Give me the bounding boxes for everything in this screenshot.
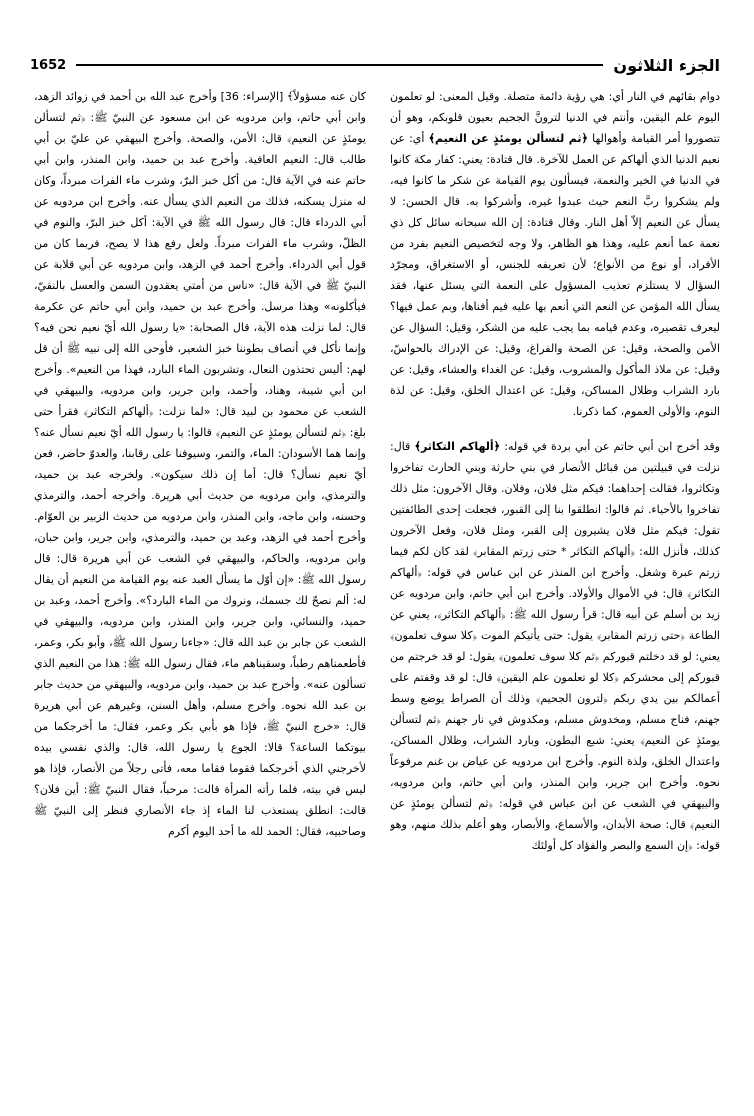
text-run: قال: نزلت في قبيلتين من قبائل الأنصار في بني حارثة وبني الحارث تفاخروا وتكاثروا، فقالت إحداهما: فيكم مثل فلان، وفلان. وقال الآخرون: مثل ذلك تفاخروا بالأحياء. ثم قالوا: انطلقوا بنا إلى القبور، فجعلت إحدى الطائفتين تقول: فيكم مثل فلان يشيرون إلى القبر، ومثل فلان، وفعل الآخرون كذلك، فأنزل الله: ﴿ألهاكم التكاثر * حتى زرتم المقابر﴾ لقد كان لكم فيما زرتم عبرة وشغل. وأخرج ابن المنذر عن ابن عباس في قوله: ﴿ألهاكم التكاثر﴾ قال: في الأموال والأولاد. وأخرج ابن أبي حاتم، وابن مردويه عن زيد بن أسلم عن أبيه قال: قرأ رسول الله ﷺ: ﴿ألهاكم التكاثر﴾، يعني عن الطاعة ﴿حتى زرتم المقابر﴾ يقول: حتى يأتيكم الموت ﴿كلا سوف تعلمون﴾ يعني: لو قد دخلتم قبوركم ﴿ثم كلا سوف تعلمون﴾ يقول: لو قد خرجتم من قبوركم إلى محشركم ﴿كلا لو تعلمون علم اليقين﴾ قال: لو قد وقفتم على أعمالكم بين يدي ربكم ﴿لترون الجحيم﴾ وذلك أن الصراط يوضع وسط جهنم، فناج مسلم، ومخدوش مسلم، ومكدوش في نار جهنم ﴿ثم لتسألن يومئذٍ عن النعيم﴾ يعني: شبع البطون، وبارد الشراب، وظلال المساكن، واعتدال الخلق، ولذة النوم. وأخرج ابن مردويه عن عياض بن غنم مرفوعاً نحوه. وأخرج ابن جرير، وابن المنذر، وابن أبي حاتم، وابن مردويه، والبيهقي في الشعب عن ابن عباس في قوله: ﴿ثم لتسألن يومئذٍ عن النعيم﴾ قال: صحة الأبدان، والأسماع، والأبصار، وهو أعلم بذلك منهم، وهو قوله: ﴿إن السمع والبصر والفؤاد كل أولئك — [390, 440, 720, 852]
paragraph — [390, 436, 720, 856]
part-title: الجزء الثلاثون — [613, 55, 720, 75]
header-rule — [76, 64, 603, 66]
quran-verse: ﴿ألهاكم التكاثر﴾ — [414, 440, 501, 453]
page-number: 1652 — [30, 57, 67, 73]
paragraph — [390, 86, 720, 422]
left-column — [34, 86, 366, 1096]
paragraph: كان عنه مسؤولاً﴾ [الإسراء: 36] وأخرج عبد الله بن أحمد في زوائد الزهد، وابن أبي حاتم، وابن مردويه عن ابن مسعود عن النبيّ ﷺ: ﴿ثم لتسألن يومئذٍ عن النعيم﴾ قال: الأمن، والصحة. وأخرج البيهقي عن عليّ بن أبي طالب قال: النعيم العافية. وأخرج عبد بن حميد، وابن المنذر، وابن أبي حاتم عنه في الآية قال: من أكل خبز البرّ، وشرب ماء الفرات مبرداً، وكان له منزل يسكنه، فذلك من النعيم الذي يسأل عنه. وأخرج ابن مردويه عن أبي الدرداء قال: قال رسول الله ﷺ في الآية: أكل خبز البرّ، والنوم في الظلّ، وشرب ماء الفرات مبرداً. ولعل رفع هذا لا يصح، فربما كان من قول أبي الدرداء. وأخرج أحمد في الزهد، وابن مردويه عن أبي قلابة عن النبيّ ﷺ في الآية قال: «ناس من أمتي يعقدون السمن والعسل بالنقيّ، فيأكلونه» وهذا مرسل. وأخرج عبد بن حميد، وابن أبي حاتم عن عكرمة قال: لما نزلت هذه الآية، قال الصحابة: «يا رسول الله أيّ نعيم نحن فيه؟ وإنما نأكل في أنصاف بطوننا خبز الشعير، فأوحى الله إلى نبيه ﷺ أن قل لهم: أليس تحتذون النعال، وتشربون الماء البارد، فهذا من النعيم». وأخرج ابن أبي شيبة، وهناد، وأحمد، وابن جرير، وابن مردويه، والبيهقي في الشعب عن محمود بن لبيد قال: «لما نزلت: ﴿ألهاكم التكاثر﴾ فقرأ حتى بلغ: ﴿ثم لتسألن يومئذٍ عن النعيم﴾ قالوا: يا رسول الله أيّ نعيم نسأل عنه؟ وإنما هما الأسودان: الماء، والتمر، وسيوفنا على رقابنا، والعدوّ حاضر، فعن أيّ نعيم نسأل؟ قال: أما إن ذلك سيكون». ولخرجه عبد بن حميد، والترمذي، وابن مردويه من حديث أبي هريرة. وأخرجه أحمد، والترمذي وحسنه، وابن ماجه، وابن المنذر، وابن مردويه من حديث الزبير بن العوّام. وأخرج أحمد في الزهد، وعبد بن حميد، والترمذي، وابن جرير، وابن حبان، وابن مردويه، والحاكم، والبيهقي في الشعب عن أبي هريرة قال: قال رسول الله ﷺ: «إن أوّل ما يسأل العبد عنه يوم القيامة من النعيم أن يقال له: ألم نصحّ لك جسمك، ونروك من الماء البارد؟». وأخرج أحمد، وعبد بن حميد، والنسائي، وابن جرير، وابن المنذر، وابن مردويه، والبيهقي في الشعب عن جابر بن عبد الله قال: «جاءنا رسول الله ﷺ، وأبو بكر، وعمر، فأطعمناهم رطباً، وسقيناهم ماء، فقال رسول الله ﷺ: هذا من النعيم الذي تسألون عنه». وأخرج عبد بن حميد، وابن مردويه، والبيهقي من حديث جابر بن عبد الله نحوه. وأخرج مسلم، وأهل السنن، وغيرهم عن أبي هريرة قال: «خرج النبيّ ﷺ، فإذا هو بأبي بكر وعمر، فقال: ما أخرجكما من بيوتكما الساعة؟ قالا: الجوع يا رسول الله، قال: والذي نفسي بيده لأخرجني الذي أخرجكما فقوما فقاما معه، فأتى رجلاً من الأنصار، فإذا هو ليس في بيته، فلما رأته المرأة قالت: مرحباً، فقال النبيّ ﷺ: أين فلان؟ قالت: انطلق يستعذب لنا الماء إذ جاء الأنصاري فنظر إلى النبيّ ﷺ وصاحبيه، فقال: الحمد لله ما أحد اليوم أكرم — [34, 90, 366, 838]
page-header — [30, 50, 720, 80]
text-run: وقد أخرج ابن أبي حاتم عن أبي بردة في قوله: — [500, 440, 720, 453]
quran-verse: ﴿ثم لتسألن يومئذٍ عن النعيم﴾ — [428, 132, 588, 145]
text-run: دوام بقائهم في النار أي: هي رؤية دائمة متصلة. وقيل المعنى: لو تعلمون اليوم علم اليقين، وأنتم في الدنيا لترونَّ الجحيم بعيون قلوبكم، وهو أن تتصوروا أمر القيامة وأهوالها — [390, 90, 720, 145]
right-column — [390, 86, 720, 1096]
text-run: أي: عن نعيم الدنيا الذي ألهاكم عن العمل للآخرة. قال قتادة: يعني: كفار مكة كانوا في الدنيا في الخير والنعمة، فيسألون يوم القيامة عن شكر ما كانوا فيه، ولم يشكروا ربَّ النعم حيث عبدوا غيره، وأشركوا به. قال الحسن: لا يسأل عن النعيم إلاّ أهل النار. وقال قتادة: إن الله سبحانه سائل كل ذي نعمة عما أنعم عليه، وهذا هو الظاهر، ولا وجه لتخصيص النعيم بفرد من الأفراد، أو نوع من الأنواع؛ لأن تعريفه للجنس، أو الاستغراق، ومجرّد السؤال لا يستلزم تعذيب المسؤول على النعمة التي يسئل عنها، فقد يسأل الله المؤمن عن النعم التي أنعم بها عليه فيم أفناها، وبم عمل فيها؟ ليعرف تقصيره، وعدم قيامه بما يجب عليه من الشكر، وقيل: السؤال عن الأمن والصحة، وقيل: عن الصحة والفراغ، وقيل: عن الإدراك بالحواسّ، وقيل: عن ملاذ المأكول والمشروب، وقيل: عن الغداء والعشاء، وقيل: عن بارد الشراب وظلال المساكن، وقيل: عن اعتدال الخلق، وقيل: عن لذة النوم، والأولى العموم، كما ذكرنا. — [390, 132, 720, 418]
